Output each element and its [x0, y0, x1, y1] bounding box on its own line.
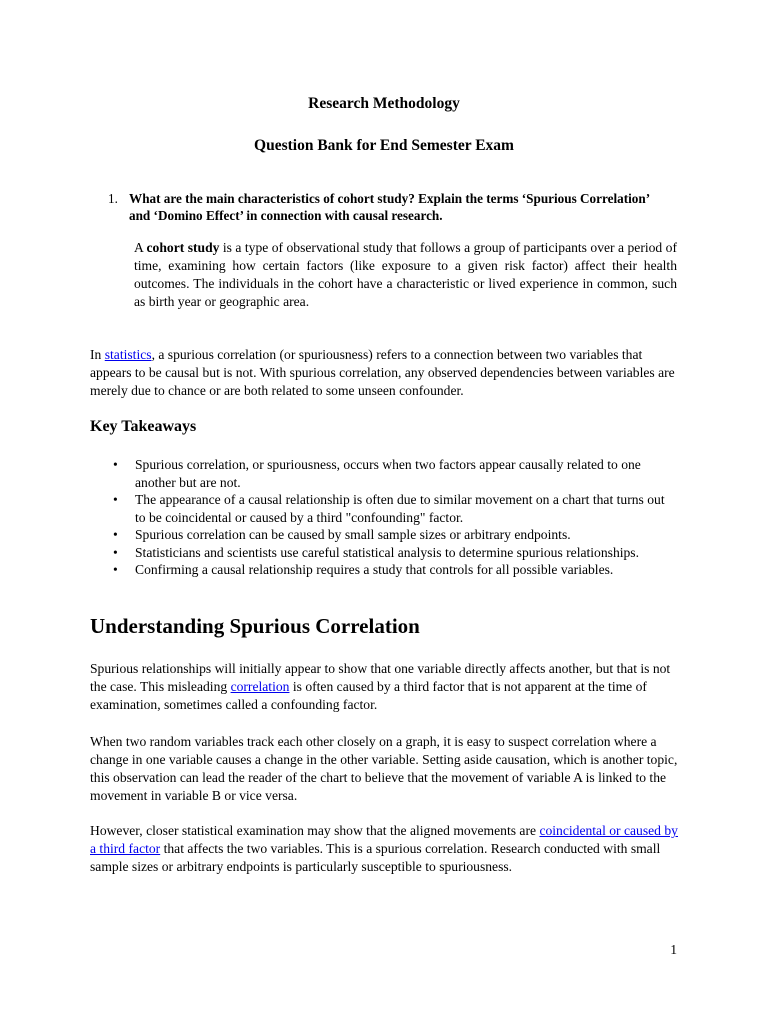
cohort-rest: is a type of observational study that follows a group of participants over a period of time, examining how certain factors (like exposure to a given risk factor) affect their health outcomes. The individuals in the cohort have a characteristic or lived experience in common, such as birth year or geographic area.: [134, 240, 677, 309]
list-item: [90, 526, 675, 544]
spurious-paragraph: [90, 346, 680, 400]
list-item: [90, 561, 675, 579]
statistics-link[interactable]: statistics: [104, 347, 152, 362]
bullet-icon: •: [113, 492, 118, 507]
question-text: [129, 190, 688, 224]
list-item: [90, 456, 675, 491]
correlation-link[interactable]: correlation: [230, 679, 290, 694]
bullet-icon: •: [113, 562, 118, 577]
key-takeaways-heading: Key Takeaways: [90, 418, 197, 435]
document-title: Research Methodology: [308, 95, 460, 112]
bullet-icon: •: [113, 527, 118, 542]
document-subtitle: Question Bank for End Semester Exam: [254, 137, 514, 154]
p1-after: is often caused by a third factor that is not apparent at the time of examination, sometimes called a confounding factor.: [90, 679, 647, 712]
bullet-text: Confirming a causal relationship requires a study that controls for all possible variables.: [135, 562, 614, 577]
bullet-text: The appearance of a causal relationship is often due to similar movement on a chart that turns out to be coincidental or caused by a third "confounding" factor.: [135, 492, 665, 525]
question-1: [108, 190, 688, 224]
question-text-line2: and ‘Domino Effect’ in connection with causal research.: [129, 208, 443, 223]
key-takeaways-list: [90, 456, 690, 579]
bullet-text: Statisticians and scientists use careful statistical analysis to determine spurious relationships.: [135, 544, 639, 560]
question-number: 1.: [108, 191, 118, 206]
p3-after: that affects the two variables. This is a spurious correlation. Research conducted with small sample sizes or arbitrary endpoints is particularly susceptible to spuriousness.: [90, 841, 661, 874]
question-text-line1: What are the main characteristics of cohort study? Explain the terms ‘Spurious Correlation’: [129, 191, 651, 206]
bullet-text: Spurious correlation can be caused by small sample sizes or arbitrary endpoints.: [135, 527, 571, 542]
coincidental-link[interactable]: coincidental or caused by a third factor: [90, 823, 678, 856]
list-item: [90, 544, 675, 562]
section-heading: Understanding Spurious Correlation: [90, 614, 420, 638]
cohort-paragraph: [134, 239, 677, 311]
p3-before: However, closer statistical examination may show that the aligned movements are: [90, 823, 540, 838]
p1-before: Spurious relationships will initially appear to show that one variable directly affects another, but that is not the case. This misleading: [90, 661, 671, 694]
cohort-term: cohort study: [146, 240, 220, 255]
list-item: [90, 491, 675, 526]
bullet-icon: •: [113, 544, 118, 560]
spurious-rest: , a spurious correlation (or spuriousness) refers to a connection between two variables that appears to be causal but is not. With spurious correlation, any observed dependencies between variables are merely due to chance or are both related to some unseen confounder.: [90, 347, 675, 398]
paragraph-2: When two random variables track each other closely on a graph, it is easy to suspect correlation where a change in one variable causes a change in the other variable. Setting aside causation, which is another topic, this observation can lead the reader of the chart to believe that the movement of variable A is linked to the movement in variable B or vice versa.: [90, 734, 678, 803]
bullet-text: Spurious correlation, or spuriousness, occurs when two factors appear causally related to one another but are not.: [135, 457, 641, 490]
cohort-prefix: A: [134, 240, 147, 255]
paragraph-1: [90, 660, 682, 714]
paragraph-3: [90, 822, 682, 876]
page-number: 1: [670, 942, 677, 957]
bullet-icon: •: [113, 457, 118, 472]
spurious-prefix: In: [90, 347, 105, 362]
